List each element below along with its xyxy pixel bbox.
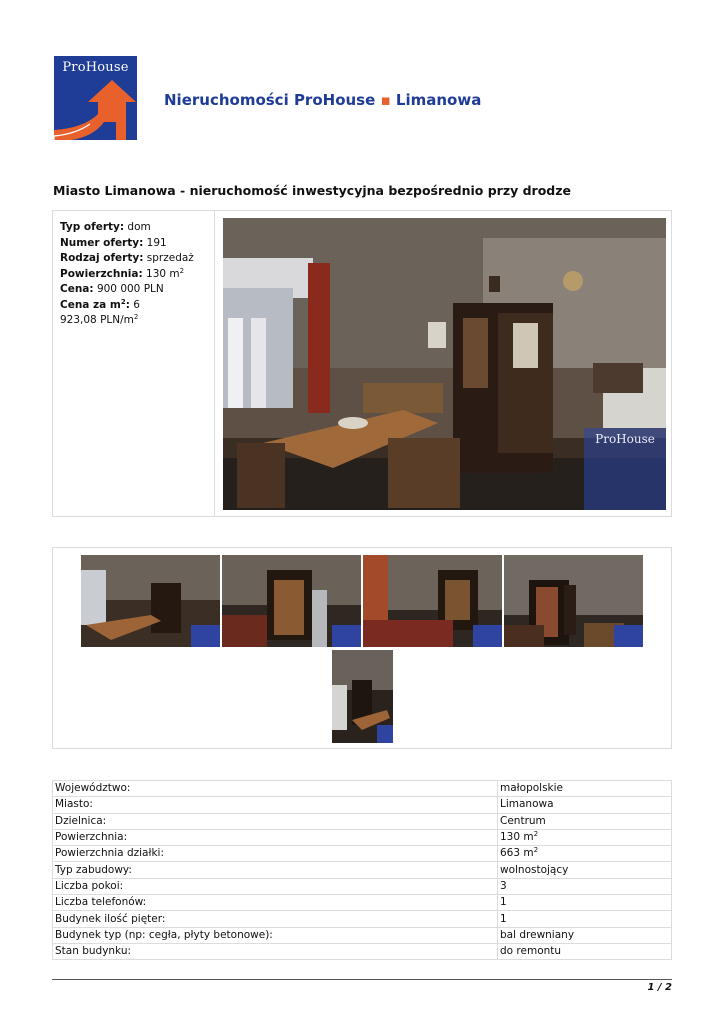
detail-value: małopolskie bbox=[498, 781, 672, 797]
table-row bbox=[53, 927, 672, 943]
detail-label: Typ zabudowy: bbox=[53, 862, 498, 878]
offer-kind-row: Rodzaj oferty: sprzedaż bbox=[60, 252, 194, 264]
detail-label: Powierzchnia działki: bbox=[53, 846, 498, 862]
table-row bbox=[53, 781, 672, 797]
detail-value: do remontu bbox=[498, 943, 672, 959]
offer-type-row: Typ oferty: dom bbox=[60, 221, 151, 233]
detail-label: Budynek typ (np: cegła, płyty betonowe): bbox=[53, 927, 498, 943]
gallery-thumbnail[interactable] bbox=[222, 555, 361, 647]
detail-label: Dzielnica: bbox=[53, 813, 498, 829]
page-title: Miasto Limanowa - nieruchomość inwestycyjna bezpośrednio przy drodze bbox=[53, 183, 571, 198]
table-row bbox=[53, 943, 672, 959]
table-row bbox=[53, 797, 672, 813]
table-row bbox=[53, 878, 672, 894]
detail-label: Stan budynku: bbox=[53, 943, 498, 959]
offer-number-row: Numer oferty: 191 bbox=[60, 236, 167, 249]
logo-text: ProHouse bbox=[62, 60, 129, 75]
page-number: 1 / 2 bbox=[647, 982, 672, 993]
gallery-thumbnail[interactable] bbox=[81, 555, 220, 647]
offer-summary-box bbox=[52, 210, 672, 517]
detail-value: wolnostojący bbox=[498, 862, 672, 878]
offer-info bbox=[53, 211, 215, 516]
gallery-thumbnail[interactable] bbox=[504, 555, 643, 647]
detail-label: Województwo: bbox=[53, 781, 498, 797]
main-photo-kitchen[interactable] bbox=[223, 218, 666, 510]
offer-area-row: Powierzchnia: 130 $m^2$ bbox=[60, 266, 185, 280]
detail-value: Centrum bbox=[498, 813, 672, 829]
table-row bbox=[53, 813, 672, 829]
table-row bbox=[53, 829, 672, 845]
agency-header bbox=[164, 91, 481, 109]
detail-value: 3 bbox=[498, 878, 672, 894]
offer-price-row: Cena: 900 000 PLN bbox=[60, 283, 164, 295]
detail-value: bal drewniany bbox=[498, 927, 672, 943]
offer-ppm-row: Cena za $m^2$: 6 923,08 PLN/$m^2$ bbox=[60, 297, 140, 326]
detail-label: Powierzchnia: bbox=[53, 829, 498, 845]
gallery-thumbnail[interactable] bbox=[363, 555, 502, 647]
prohouse-logo bbox=[54, 56, 137, 140]
detail-value: Limanowa bbox=[498, 797, 672, 813]
agency-name: Nieruchomości ProHouse bbox=[164, 91, 376, 109]
header-separator: ▪ bbox=[380, 91, 391, 109]
agency-city: Limanowa bbox=[395, 91, 482, 109]
table-row bbox=[53, 846, 672, 862]
detail-value: 663 $m^2$ bbox=[498, 846, 672, 862]
prohouse-watermark: ProHouse bbox=[584, 428, 666, 510]
photo-gallery bbox=[52, 547, 672, 749]
detail-value: 130 $m^2$ bbox=[498, 829, 672, 845]
details-table bbox=[52, 780, 672, 960]
detail-value: 1 bbox=[498, 895, 672, 911]
footer-divider bbox=[52, 979, 672, 980]
table-row bbox=[53, 911, 672, 927]
detail-label: Budynek ilość pięter: bbox=[53, 911, 498, 927]
detail-label: Liczba telefonów: bbox=[53, 895, 498, 911]
detail-label: Miasto: bbox=[53, 797, 498, 813]
table-row bbox=[53, 862, 672, 878]
detail-value: 1 bbox=[498, 911, 672, 927]
table-row bbox=[53, 895, 672, 911]
gallery-thumbnail[interactable] bbox=[332, 650, 393, 743]
detail-label: Liczba pokoi: bbox=[53, 878, 498, 894]
